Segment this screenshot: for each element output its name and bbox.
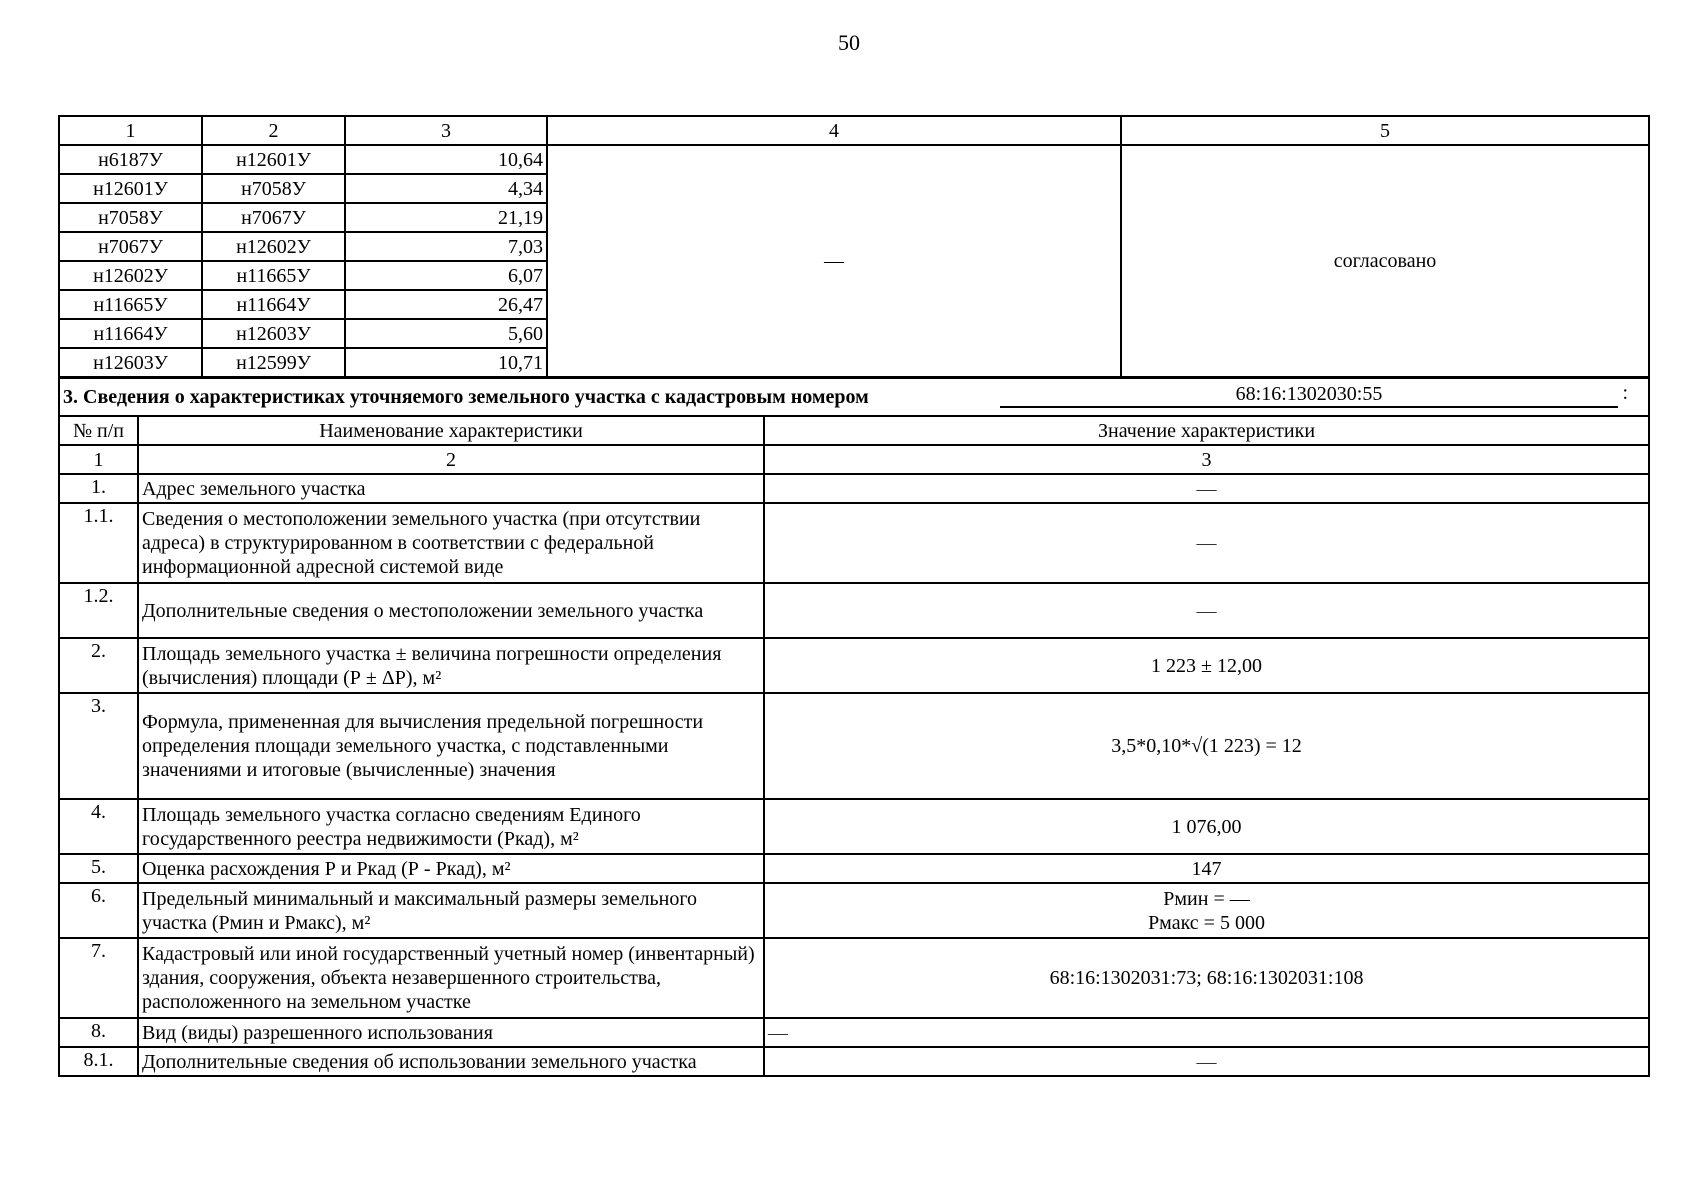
- table-row: [59, 938, 1649, 1018]
- row-number: 1.2.: [59, 583, 138, 638]
- characteristic-name: Адрес земельного участка: [138, 474, 764, 503]
- point-to: н12599У: [202, 348, 345, 377]
- characteristic-value: 1 223 ± 12,00: [764, 638, 1649, 693]
- characteristic-value: 3,5*0,10*√(1 223) = 12: [764, 693, 1649, 799]
- point-from: н12603У: [59, 348, 202, 377]
- characteristic-name: Площадь земельного участка согласно сведениям Единого государственного реестра недвижимости (Ркад), м²: [138, 799, 764, 854]
- table-row: [59, 583, 1649, 638]
- point-to: н11665У: [202, 261, 345, 290]
- header-number-row: [59, 445, 1649, 474]
- table-row: [59, 1047, 1649, 1076]
- column-number: 3: [764, 445, 1649, 474]
- row-number: 2.: [59, 638, 138, 693]
- row-number: 1.1.: [59, 503, 138, 583]
- point-from: н7067У: [59, 232, 202, 261]
- characteristic-name: Вид (виды) разрешенного использования: [138, 1018, 764, 1047]
- table-row: [59, 854, 1649, 883]
- distance: 5,60: [345, 319, 547, 348]
- characteristic-name: Площадь земельного участка ± величина погрешности определения (вычисления) площади (Р ± ΔР), м²: [138, 638, 764, 693]
- point-from: н12601У: [59, 174, 202, 203]
- column-header-name: Наименование характеристики: [138, 416, 764, 445]
- row-number: 4.: [59, 799, 138, 854]
- table-row: [59, 503, 1649, 583]
- column-header: 1: [59, 116, 202, 145]
- point-from: н11665У: [59, 290, 202, 319]
- approval-status: согласовано: [1121, 145, 1649, 377]
- characteristic-value: —: [764, 1047, 1649, 1076]
- colon: :: [1622, 382, 1628, 404]
- point-from: н7058У: [59, 203, 202, 232]
- distance: 21,19: [345, 203, 547, 232]
- point-to: н12601У: [202, 145, 345, 174]
- page-number: 50: [838, 30, 860, 55]
- point-from: н11664У: [59, 319, 202, 348]
- row-number: 6.: [59, 883, 138, 938]
- characteristic-value: [764, 883, 1649, 938]
- table-row: [59, 638, 1649, 693]
- point-from: н6187У: [59, 145, 202, 174]
- characteristic-value: —: [764, 583, 1649, 638]
- row-number: 1.: [59, 474, 138, 503]
- min-size-value: Рмин = —: [1163, 887, 1250, 910]
- column-number: 2: [138, 445, 764, 474]
- row-number: 5.: [59, 854, 138, 883]
- characteristic-name: Оценка расхождения Р и Ркад (Р - Ркад), м²: [138, 854, 764, 883]
- column-number: 1: [59, 445, 138, 474]
- column-header-value: Значение характеристики: [764, 416, 1649, 445]
- characteristic-name: Предельный минимальный и максимальный размеры земельного участка (Рмин и Рмакс), м²: [138, 883, 764, 938]
- distance: 4,34: [345, 174, 547, 203]
- characteristic-name: Дополнительные сведения о местоположении земельного участка: [138, 583, 764, 638]
- section-title: 3. Сведения о характеристиках уточняемого земельного участка с кадастровым номером: [63, 386, 869, 408]
- characteristic-value: —: [764, 1018, 1649, 1047]
- table-row: [59, 1018, 1649, 1047]
- point-to: н7058У: [202, 174, 345, 203]
- column4-value: —: [547, 145, 1121, 377]
- cadastral-number: 68:16:1302030:55: [1000, 382, 1618, 408]
- column-header: 5: [1121, 116, 1649, 145]
- point-from: н12602У: [59, 261, 202, 290]
- boundary-table: [58, 115, 1650, 378]
- characteristic-value: 68:16:1302031:73; 68:16:1302031:108: [764, 938, 1649, 1018]
- distance: 7,03: [345, 232, 547, 261]
- characteristic-name: Дополнительные сведения об использовании земельного участка: [138, 1047, 764, 1076]
- characteristic-value: —: [764, 503, 1649, 583]
- point-to: н7067У: [202, 203, 345, 232]
- header-row: [59, 116, 1649, 145]
- column-header: 3: [345, 116, 547, 145]
- row-number: 7.: [59, 938, 138, 1018]
- characteristic-value: 147: [764, 854, 1649, 883]
- section-header: [59, 378, 1649, 416]
- table-row: [59, 799, 1649, 854]
- point-to: н11664У: [202, 290, 345, 319]
- column-header-number: № п/п: [59, 416, 138, 445]
- point-to: н12603У: [202, 319, 345, 348]
- max-size-value: Рмакс = 5 000: [1148, 911, 1265, 934]
- distance: 26,47: [345, 290, 547, 319]
- table-row: [59, 883, 1649, 938]
- characteristic-name: Формула, примененная для вычисления предельной погрешности определения площади земельного участка, с подставленными значениями и итоговые (вычисленные) значения: [138, 693, 764, 799]
- header-row: [59, 416, 1649, 445]
- distance: 10,64: [345, 145, 547, 174]
- characteristic-value: —: [764, 474, 1649, 503]
- characteristic-name: Кадастровый или иной государственный учетный номер (инвентарный) здания, сооружения, объекта незавершенного строительства, расположенного на земельном участке: [138, 938, 764, 1018]
- column-header: 4: [547, 116, 1121, 145]
- section-header-row: [59, 378, 1649, 416]
- characteristic-name: Сведения о местоположении земельного участка (при отсутствии адреса) в структурированном в соответствии с федеральной информационной адресной системой виде: [138, 503, 764, 583]
- table-row: [59, 693, 1649, 799]
- distance: 6,07: [345, 261, 547, 290]
- point-to: н12602У: [202, 232, 345, 261]
- row-number: 8.1.: [59, 1047, 138, 1076]
- characteristic-value: 1 076,00: [764, 799, 1649, 854]
- distance: 10,71: [345, 348, 547, 377]
- cadastral-number-field: [1000, 379, 1628, 413]
- column-header: 2: [202, 116, 345, 145]
- table-row: [59, 474, 1649, 503]
- characteristics-table: [58, 377, 1650, 1077]
- row-number: 3.: [59, 693, 138, 799]
- table-row: [59, 145, 1649, 174]
- row-number: 8.: [59, 1018, 138, 1047]
